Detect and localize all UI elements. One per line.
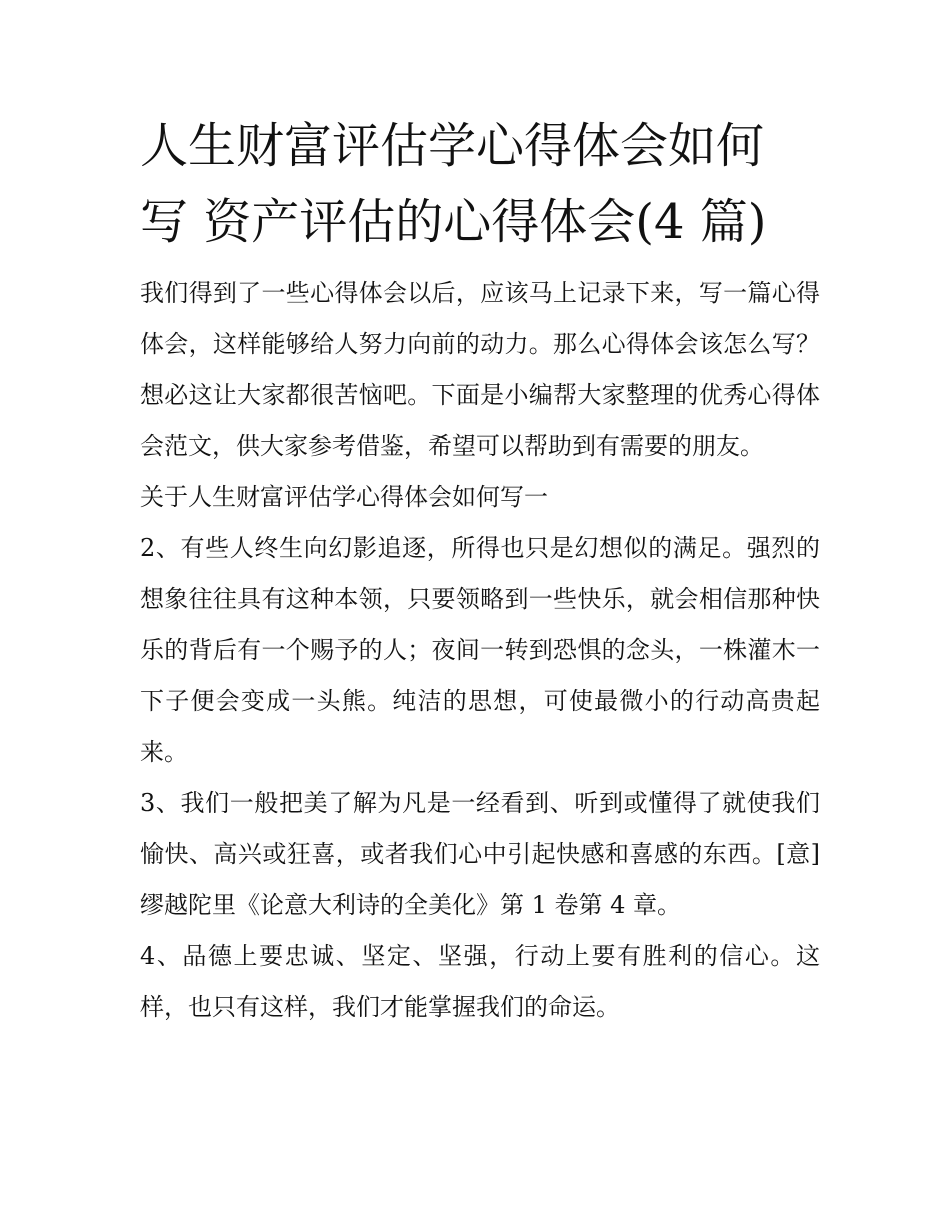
page-title <box>140 108 820 260</box>
title-line-1: 人生财富评估学心得体会如何 <box>140 118 765 174</box>
paragraph-2: 2、有些人终生向幻影追逐，所得也只是幻想似的满足。强烈的想象往往具有这种本领，只要领略到一些快乐，就会相信那种快乐的背后有一个赐予的人；夜间一转到恐惧的念头，一株灌木一下子便会变成一头熊。纯洁的思想，可使最微小的行动高贵起来。 <box>140 534 820 766</box>
paragraph-3: 3、我们一般把美了解为凡是一经看到、听到或懂得了就使我们愉快、高兴或狂喜，或者我们心中引起快感和喜感的东西。[意]缪越陀里《论意大利诗的全美化》第 1 卷第 4 章。 <box>140 789 820 919</box>
intro-paragraph: 我们得到了一些心得体会以后，应该马上记录下来，写一篇心得体会，这样能够给人努力向前的动力。那么心得体会该怎么写？想必这让大家都很苦恼吧。下面是小编帮大家整理的优秀心得体会范文，供大家参考借鉴，希望可以帮助到有需要的朋友。 <box>140 279 820 460</box>
title-line-2: 写 资产评估的心得体会(4 篇) <box>140 194 767 250</box>
section-heading: 关于人生财富评估学心得体会如何写一 <box>140 483 548 511</box>
document-content <box>140 108 820 1033</box>
paragraph-4: 4、品德上要忠诚、坚定、坚强，行动上要有胜利的信心。这样，也只有这样，我们才能掌握我们的命运。 <box>140 942 820 1021</box>
